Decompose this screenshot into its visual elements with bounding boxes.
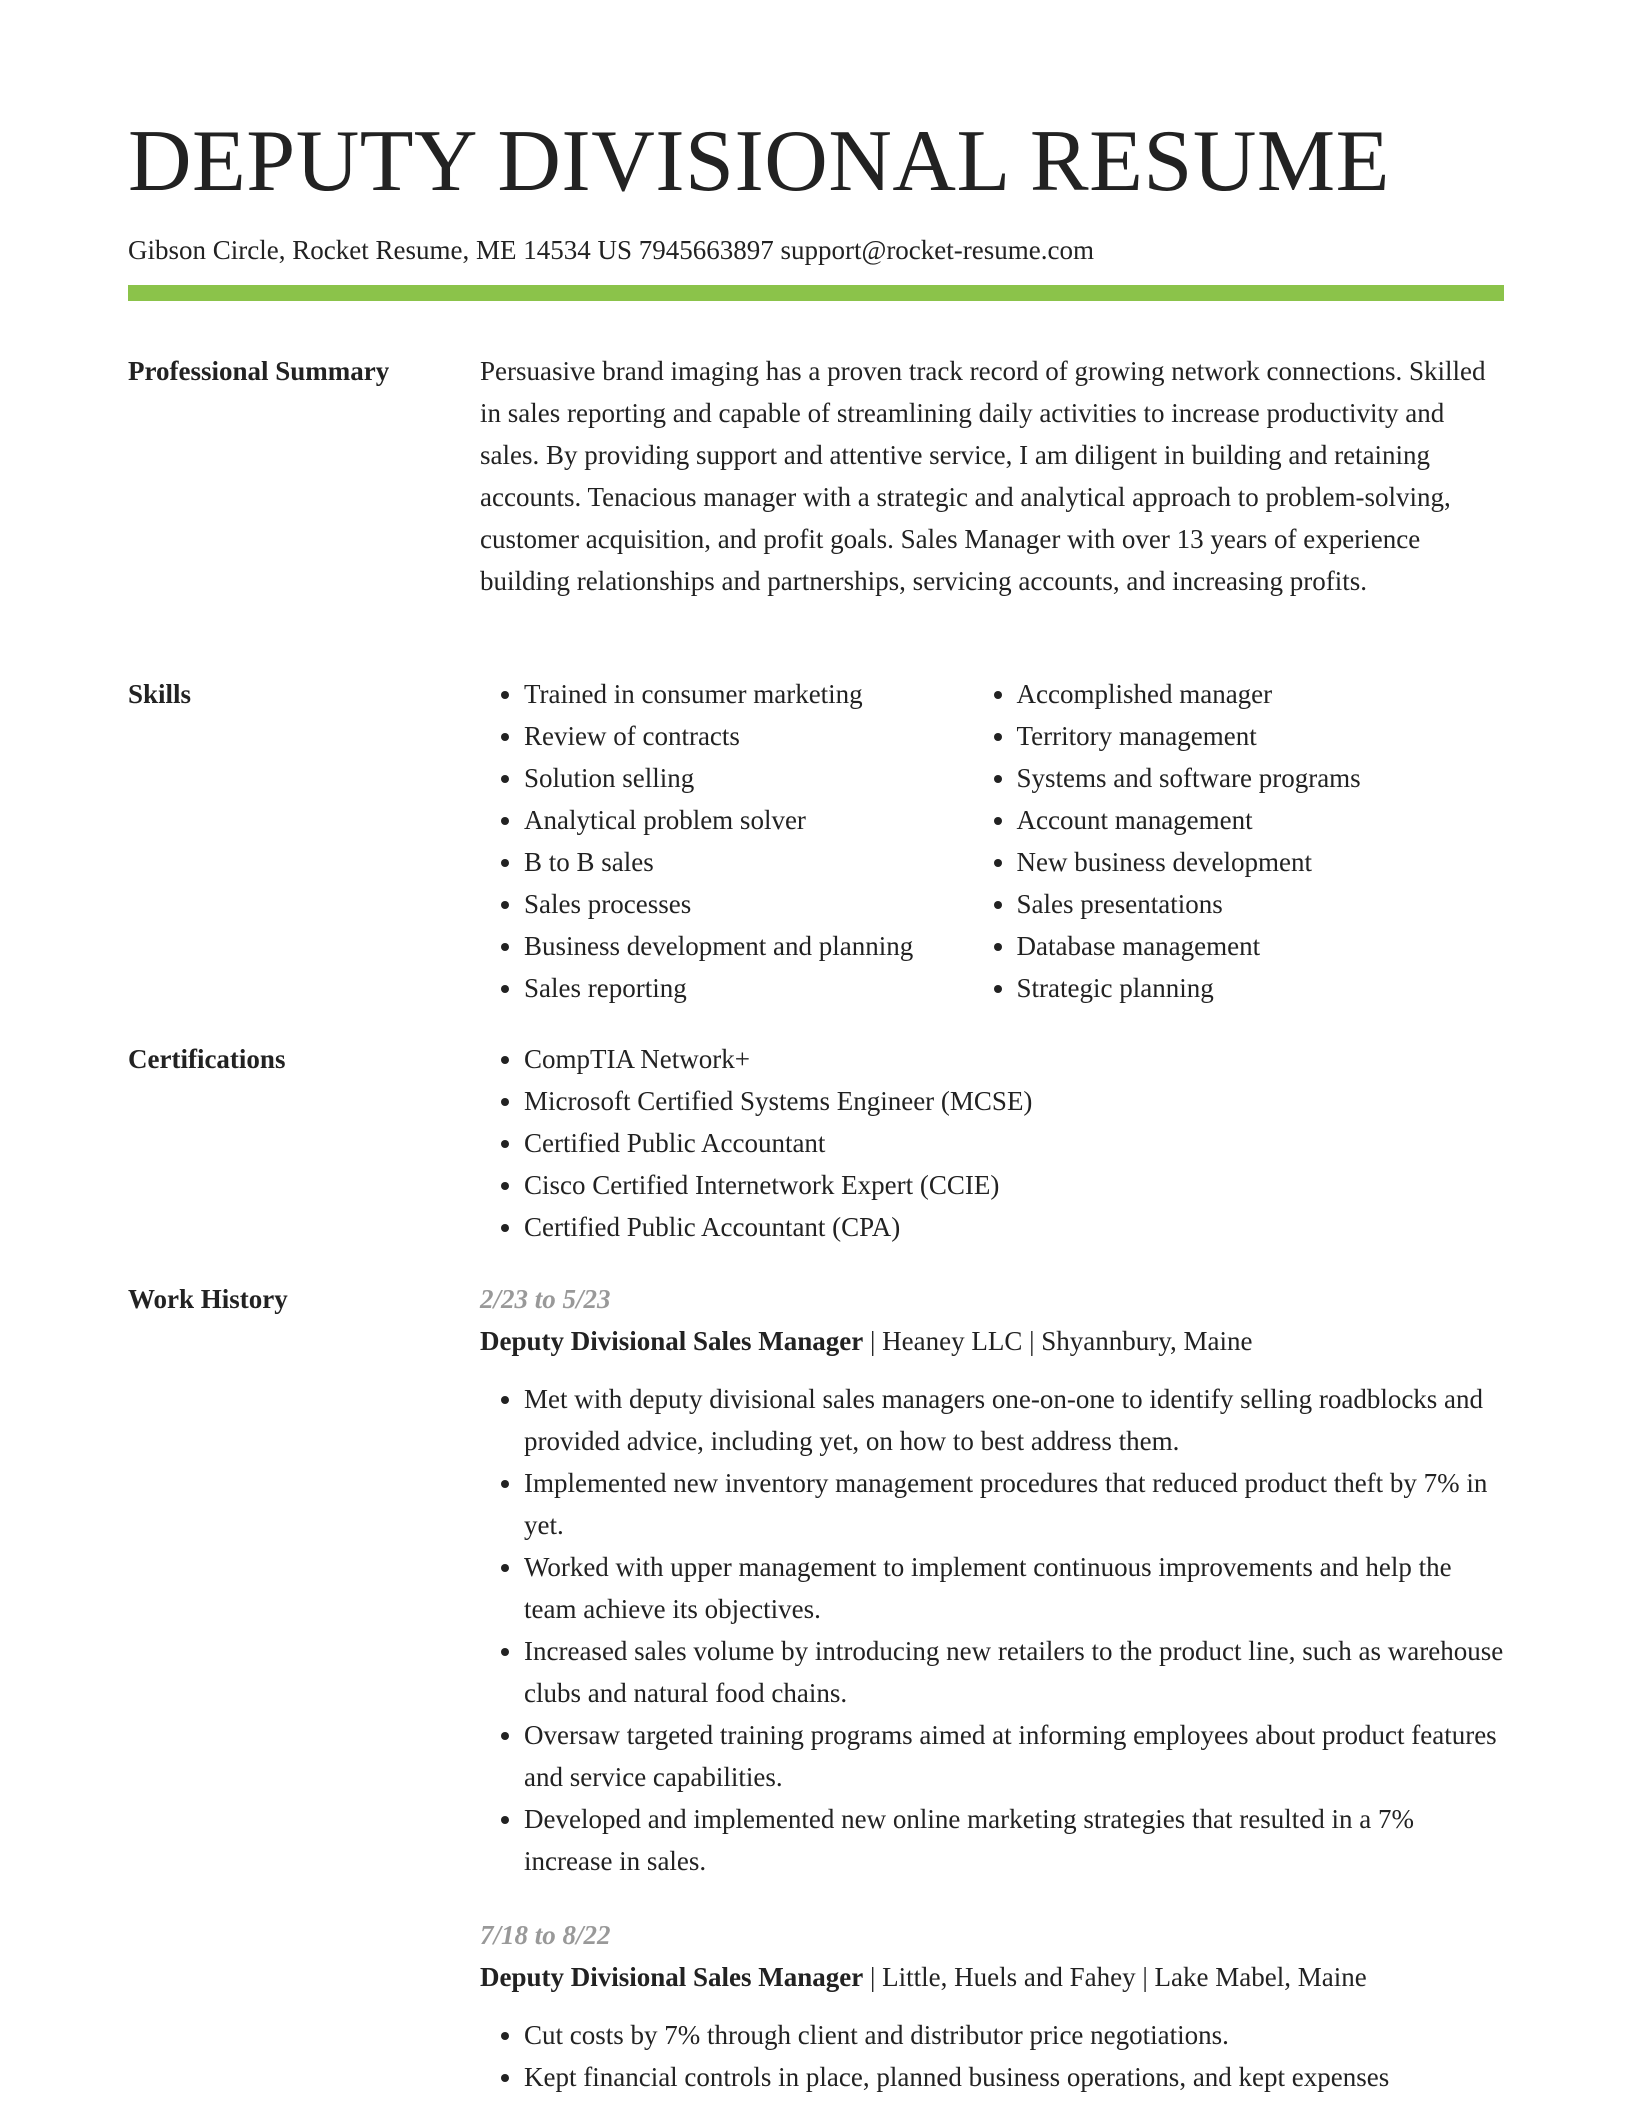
job-bullet: • Met with deputy divisional sales managers one-on-one to identify selling roadblocks and provided advice, including yet, on how to best address them. bbox=[524, 1378, 1504, 1462]
job-title-line bbox=[480, 1320, 1504, 1362]
job-entry bbox=[480, 1914, 1504, 2098]
skill-item: • Review of contracts bbox=[524, 715, 973, 757]
job-title: Deputy Divisional Sales Manager bbox=[480, 1326, 864, 1356]
summary-text: Persuasive brand imaging has a proven track record of growing network connections. Skilled in sales reporting and capable of streamlining daily activities to increase productivity and sales. By providing support and attentive service, I am diligent in building and retaining accounts. Tenacious manager with a strategic and analytical approach to problem-solving, customer acquisition, and profit goals. Sales Manager with over 13 years of experience building relationships and partnerships, servicing accounts, and increasing profits. bbox=[480, 356, 1486, 596]
job-dates: 7/18 to 8/22 bbox=[480, 1920, 611, 1950]
work-history-heading: Work History bbox=[128, 1284, 288, 1314]
summary-heading: Professional Summary bbox=[128, 356, 390, 386]
skills-heading: Skills bbox=[128, 679, 192, 709]
job-bullet: • Kept financial controls in place, planned business operations, and kept expenses bbox=[524, 2056, 1504, 2098]
job-bullet: • Developed and implemented new online marketing strategies that resulted in a 7% increase in sales. bbox=[524, 1798, 1504, 1882]
accent-divider bbox=[128, 285, 1504, 301]
certifications-list bbox=[480, 1038, 1504, 1248]
skill-item: • Account management bbox=[1017, 799, 1505, 841]
skill-item: • B to B sales bbox=[524, 841, 973, 883]
certification-item: • Microsoft Certified Systems Engineer (MCSE) bbox=[524, 1080, 1504, 1122]
skill-item: • Analytical problem solver bbox=[524, 799, 973, 841]
skill-item: • Strategic planning bbox=[1017, 967, 1505, 1009]
job-dates: 2/23 to 5/23 bbox=[480, 1284, 611, 1314]
job-bullets bbox=[480, 2014, 1504, 2098]
certification-item: • Cisco Certified Internetwork Expert (CCIE) bbox=[524, 1164, 1504, 1206]
skill-item: • Sales presentations bbox=[1017, 883, 1505, 925]
job-bullet: • Cut costs by 7% through client and distributor price negotiations. bbox=[524, 2014, 1504, 2056]
contact-line: Gibson Circle, Rocket Resume, ME 14534 US 7945663897 support@rocket-resume.com bbox=[128, 235, 1094, 265]
certification-item: • CompTIA Network+ bbox=[524, 1038, 1504, 1080]
resume-title: DEPUTY DIVISIONAL RESUME bbox=[128, 113, 1390, 210]
skill-item: • Business development and planning bbox=[524, 925, 973, 967]
job-title-line bbox=[480, 1956, 1504, 1998]
skills-list-right bbox=[973, 673, 1505, 1009]
job-bullet: • Oversaw targeted training programs aimed at informing employees about product features and service capabilities. bbox=[524, 1714, 1504, 1798]
skill-item: • New business development bbox=[1017, 841, 1505, 883]
certifications-heading: Certifications bbox=[128, 1044, 286, 1074]
skill-item: • Sales processes bbox=[524, 883, 973, 925]
job-company-location: | Little, Huels and Fahey | Lake Mabel, Maine bbox=[863, 1962, 1367, 1992]
job-bullet: • Increased sales volume by introducing new retailers to the product line, such as warehouse clubs and natural food chains. bbox=[524, 1630, 1504, 1714]
skills-list-left bbox=[480, 673, 973, 1009]
job-entry bbox=[480, 1278, 1504, 1882]
skill-item: • Solution selling bbox=[524, 757, 973, 799]
job-title: Deputy Divisional Sales Manager bbox=[480, 1962, 864, 1992]
job-bullets bbox=[480, 1378, 1504, 1882]
skill-item: • Database management bbox=[1017, 925, 1505, 967]
job-bullet: • Implemented new inventory management procedures that reduced product theft by 7% in yet. bbox=[524, 1462, 1504, 1546]
skill-item: • Accomplished manager bbox=[1017, 673, 1505, 715]
skill-item: • Trained in consumer marketing bbox=[524, 673, 973, 715]
skill-item: • Sales reporting bbox=[524, 967, 973, 1009]
certification-item: • Certified Public Accountant bbox=[524, 1122, 1504, 1164]
job-company-location: | Heaney LLC | Shyannbury, Maine bbox=[863, 1326, 1253, 1356]
skill-item: • Systems and software programs bbox=[1017, 757, 1505, 799]
job-bullet: • Worked with upper management to implement continuous improvements and help the team achieve its objectives. bbox=[524, 1546, 1504, 1630]
certification-item: • Certified Public Accountant (CPA) bbox=[524, 1206, 1504, 1248]
skill-item: • Territory management bbox=[1017, 715, 1505, 757]
